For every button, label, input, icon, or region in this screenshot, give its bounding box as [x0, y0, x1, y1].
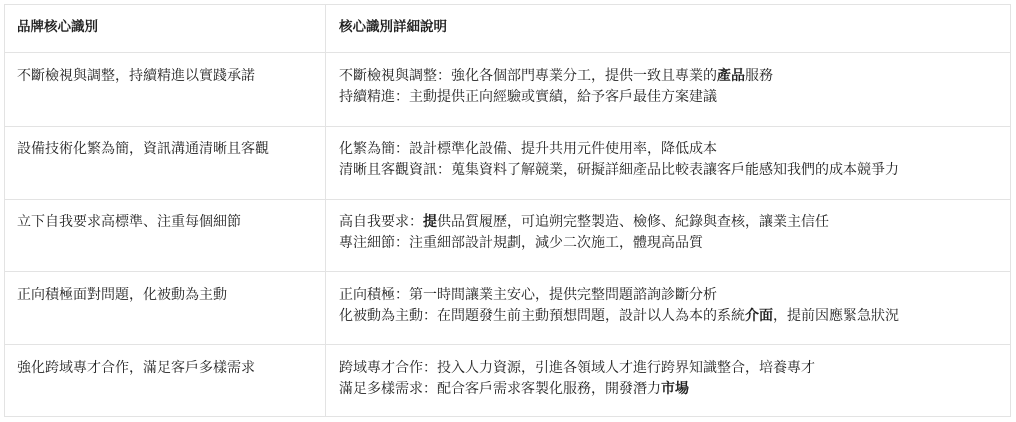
row-4-details — [339, 285, 899, 327]
detail-line: 正向積極：第一時間讓業主安心，提供完整問題諮詢診斷分析 — [339, 287, 717, 303]
row-3-identity: 立下自我要求高標準、注重每個細節 — [17, 214, 241, 230]
detail-line: 跨域專才合作：投入人力資源，引進各領域人才進行跨界知識整合，培養專才 — [339, 360, 815, 376]
detail-line: 高自我要求：提供品質履歷，可追朔完整製造、檢修、紀錄與查核，讓業主信任 — [339, 214, 829, 230]
row-divider — [5, 199, 1010, 200]
row-3-details — [339, 212, 829, 254]
detail-line: 化被動為主動：在問題發生前主動預想問題，設計以人為本的系統介面，提前因應緊急狀況 — [339, 308, 899, 324]
detail-line: 化繁為簡：設計標準化設備、提升共用元件使用率，降低成本 — [339, 141, 717, 157]
row-divider — [5, 52, 1010, 53]
detail-line: 不斷檢視與調整：強化各個部門專業分工，提供一致且專業的產品服務 — [339, 68, 773, 84]
row-4-identity: 正向積極面對問題，化被動為主動 — [17, 287, 227, 303]
detail-line: 清晰且客觀資訊：蒐集資料了解競業，研擬詳細產品比較表讓客戶能感知我們的成本競爭力 — [339, 162, 899, 178]
row-1-identity: 不斷檢視與調整，持續精進以實踐承諾 — [17, 68, 255, 84]
row-2-details — [339, 139, 899, 181]
row-1-details — [339, 66, 773, 108]
detail-line: 持續精進：主動提供正向經驗或實績，給予客戶最佳方案建議 — [339, 89, 717, 105]
header-identity-details: 核心識別詳細說明 — [339, 19, 447, 35]
row-2-identity: 設備技術化繁為簡，資訊溝通清晰且客觀 — [17, 141, 269, 157]
row-divider — [5, 271, 1010, 272]
detail-line: 滿足多樣需求：配合客戶需求客製化服務，開發潛力市場 — [339, 381, 689, 397]
detail-line: 專注細節：注重細部設計規劃，減少二次施工，體現高品質 — [339, 235, 703, 251]
row-divider — [5, 344, 1010, 345]
brand-identity-table — [4, 4, 1011, 417]
header-brand-identity: 品牌核心識別 — [17, 19, 98, 35]
column-divider — [325, 5, 326, 416]
row-5-identity: 強化跨域專才合作，滿足客戶多樣需求 — [17, 360, 255, 376]
row-5-details — [339, 358, 815, 400]
row-divider — [5, 126, 1010, 127]
